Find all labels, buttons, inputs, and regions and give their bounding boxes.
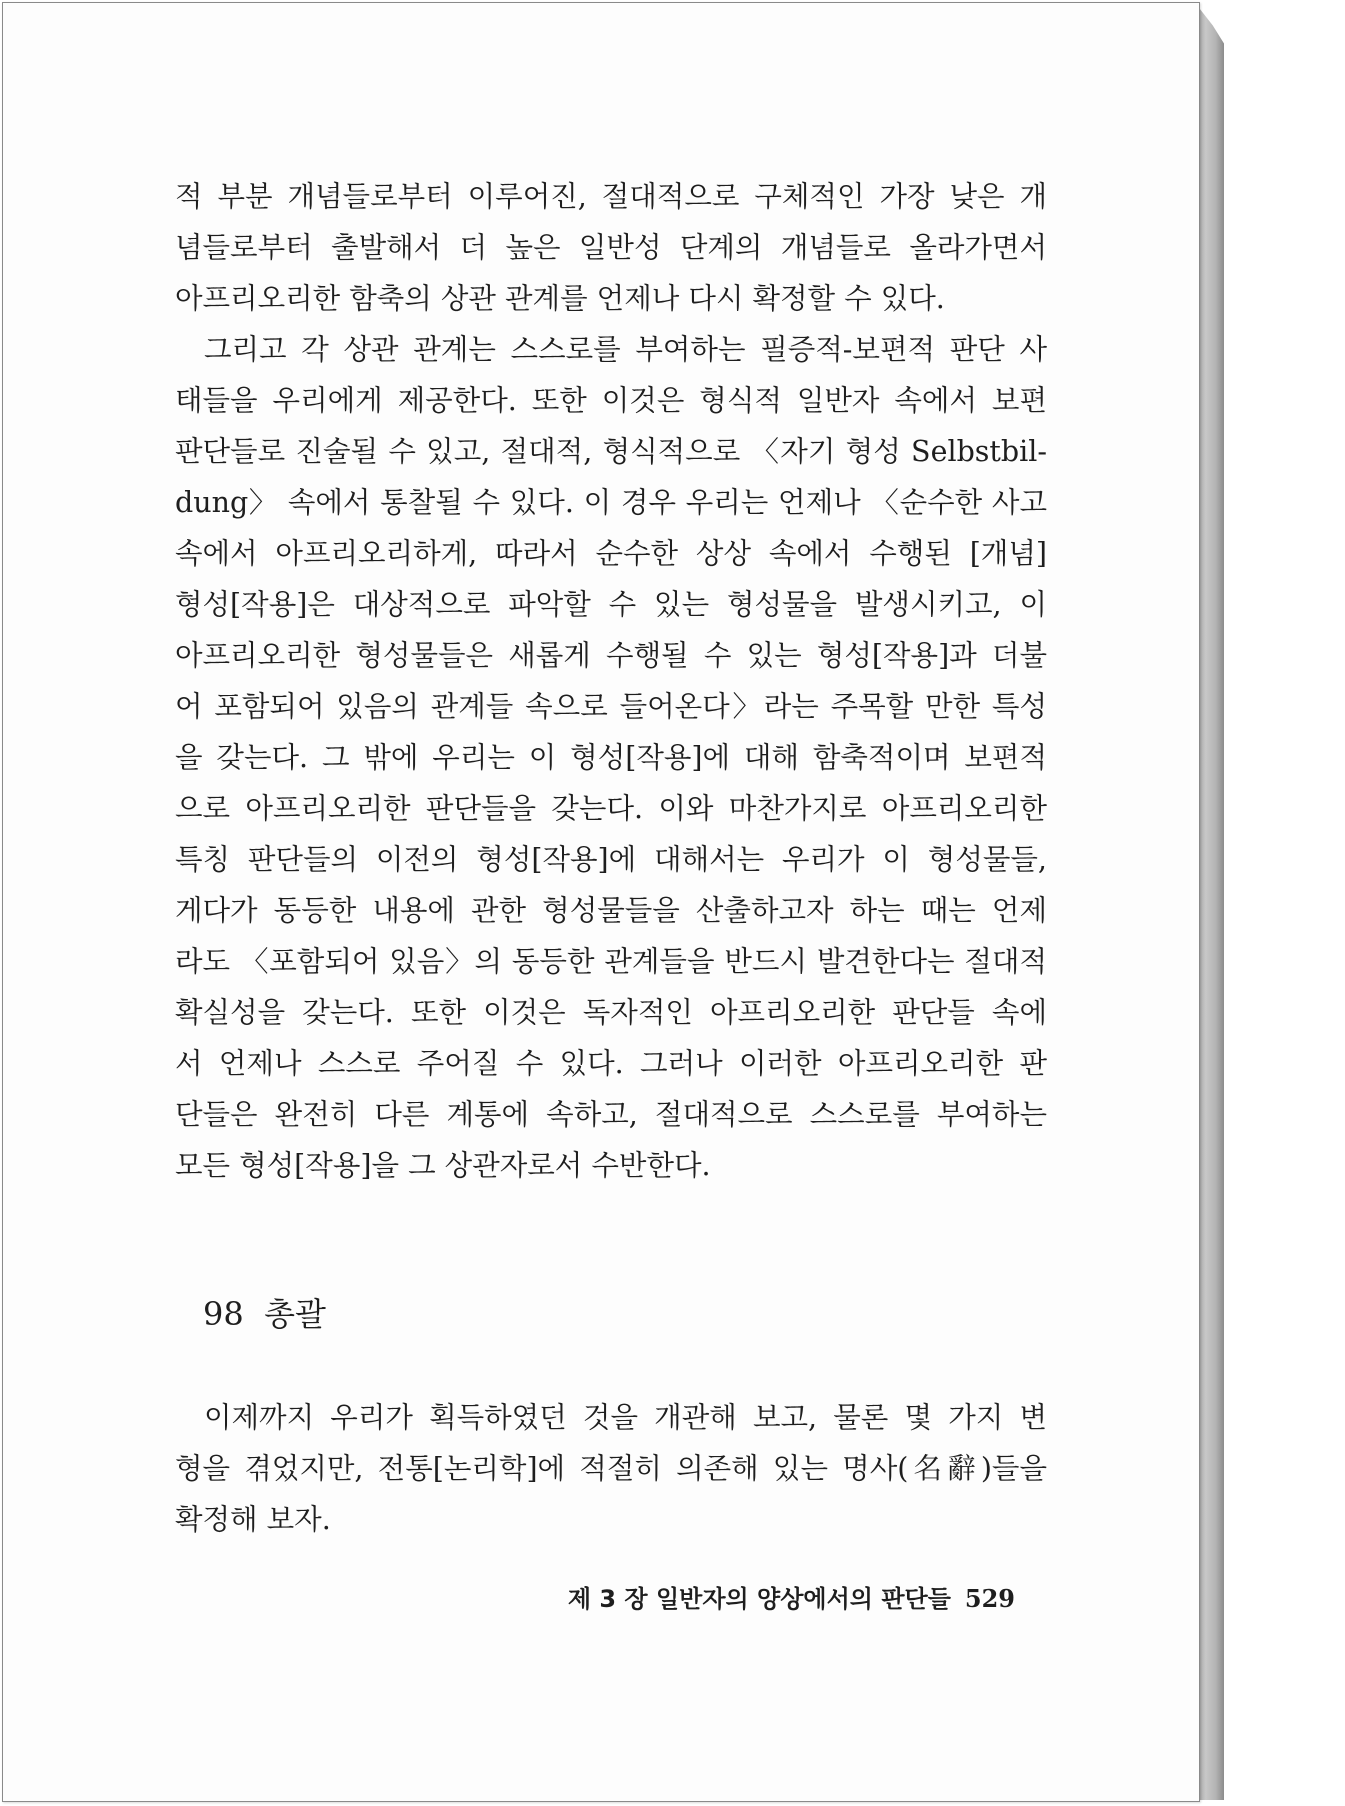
paragraph-2-line-1: 그리고 각 상관 관계는 스스로를 부여하는 필증적-보편적 판단 사 <box>204 333 1047 366</box>
paragraph-2-line-16: 단들은 완전히 다른 계통에 속하고, 절대적으로 스스로를 부여하는 <box>175 1098 1047 1131</box>
paragraph-2-line-11: 특칭 판단들의 이전의 형성[작용]에 대해서는 우리가 이 형성물들, <box>175 843 1047 876</box>
paragraph-2-line-10: 으로 아프리오리한 판단들을 갖는다. 이와 마찬가지로 아프리오리한 <box>175 792 1047 825</box>
paragraph-2-line-13: 라도 〈포함되어 있음〉의 동등한 관계들을 반드시 발견한다는 절대적 <box>175 945 1047 978</box>
paragraph-2-line-15: 서 언제나 스스로 주어질 수 있다. 그러나 이러한 아프리오리한 판 <box>175 1047 1047 1080</box>
book-page <box>2 2 1200 1802</box>
paragraph-2-line-4: dung〉 속에서 통찰될 수 있다. 이 경우 우리는 언제나 〈순수한 사고 <box>175 486 1047 519</box>
page-number: 529 <box>964 1584 1015 1613</box>
paragraph-2-line-17: 모든 형성[작용]을 그 상관자로서 수반한다. <box>175 1149 711 1182</box>
page-stack-edge <box>1196 4 1224 1800</box>
section-line-2: 형을 겪었지만, 전통[논리학]에 적절히 의존해 있는 명사(名辭)들을 <box>175 1452 1047 1485</box>
paragraph-2-line-8: 어 포함되어 있음의 관계들 속으로 들어온다〉라는 주목할 만한 특성 <box>175 690 1047 723</box>
paragraph-2-line-9: 을 갖는다. 그 밖에 우리는 이 형성[작용]에 대해 함축적이며 보편적 <box>175 741 1047 774</box>
section-title: 총괄 <box>264 1295 326 1333</box>
paragraph-2-line-5: 속에서 아프리오리하게, 따라서 순수한 상상 속에서 수행된 [개념] <box>175 537 1047 570</box>
section-number: 98 <box>203 1295 244 1333</box>
paragraph-2-line-3: 판단들로 진술될 수 있고, 절대적, 형식적으로 〈자기 형성 Selbstbil- <box>175 435 1047 468</box>
section-heading <box>203 1292 326 1336</box>
section-line-1: 이제까지 우리가 획득하였던 것을 개관해 보고, 물론 몇 가지 변 <box>204 1401 1047 1434</box>
paragraph-1-line-1: 적 부분 개념들로부터 이루어진, 절대적으로 구체적인 가장 낮은 개 <box>175 180 1047 213</box>
paragraph-2-line-14: 확실성을 갖는다. 또한 이것은 독자적인 아프리오리한 판단들 속에 <box>175 996 1047 1029</box>
paragraph-2-line-2: 태들을 우리에게 제공한다. 또한 이것은 형식적 일반자 속에서 보편 <box>175 384 1047 417</box>
paragraph-2-line-6: 형성[작용]은 대상적으로 파악할 수 있는 형성물을 발생시키고, 이 <box>175 588 1047 621</box>
section-text-block <box>175 1392 1047 1545</box>
main-text-block <box>175 171 1047 1191</box>
paragraph-2-line-12: 게다가 동등한 내용에 관한 형성물들을 산출하고자 하는 때는 언제 <box>175 894 1047 927</box>
paragraph-2-line-7: 아프리오리한 형성물들은 새롭게 수행될 수 있는 형성[작용]과 더불 <box>175 639 1047 672</box>
section-line-3: 확정해 보자. <box>175 1503 331 1536</box>
paragraph-1-line-2: 념들로부터 출발해서 더 높은 일반성 단계의 개념들로 올라가면서 <box>175 231 1047 264</box>
running-footer <box>563 1581 1015 1617</box>
footer-chapter-title: 제 3 장 일반자의 양상에서의 판단들 <box>567 1585 951 1613</box>
paragraph-1-line-3: 아프리오리한 함축의 상관 관계를 언제나 다시 확정할 수 있다. <box>175 282 945 315</box>
